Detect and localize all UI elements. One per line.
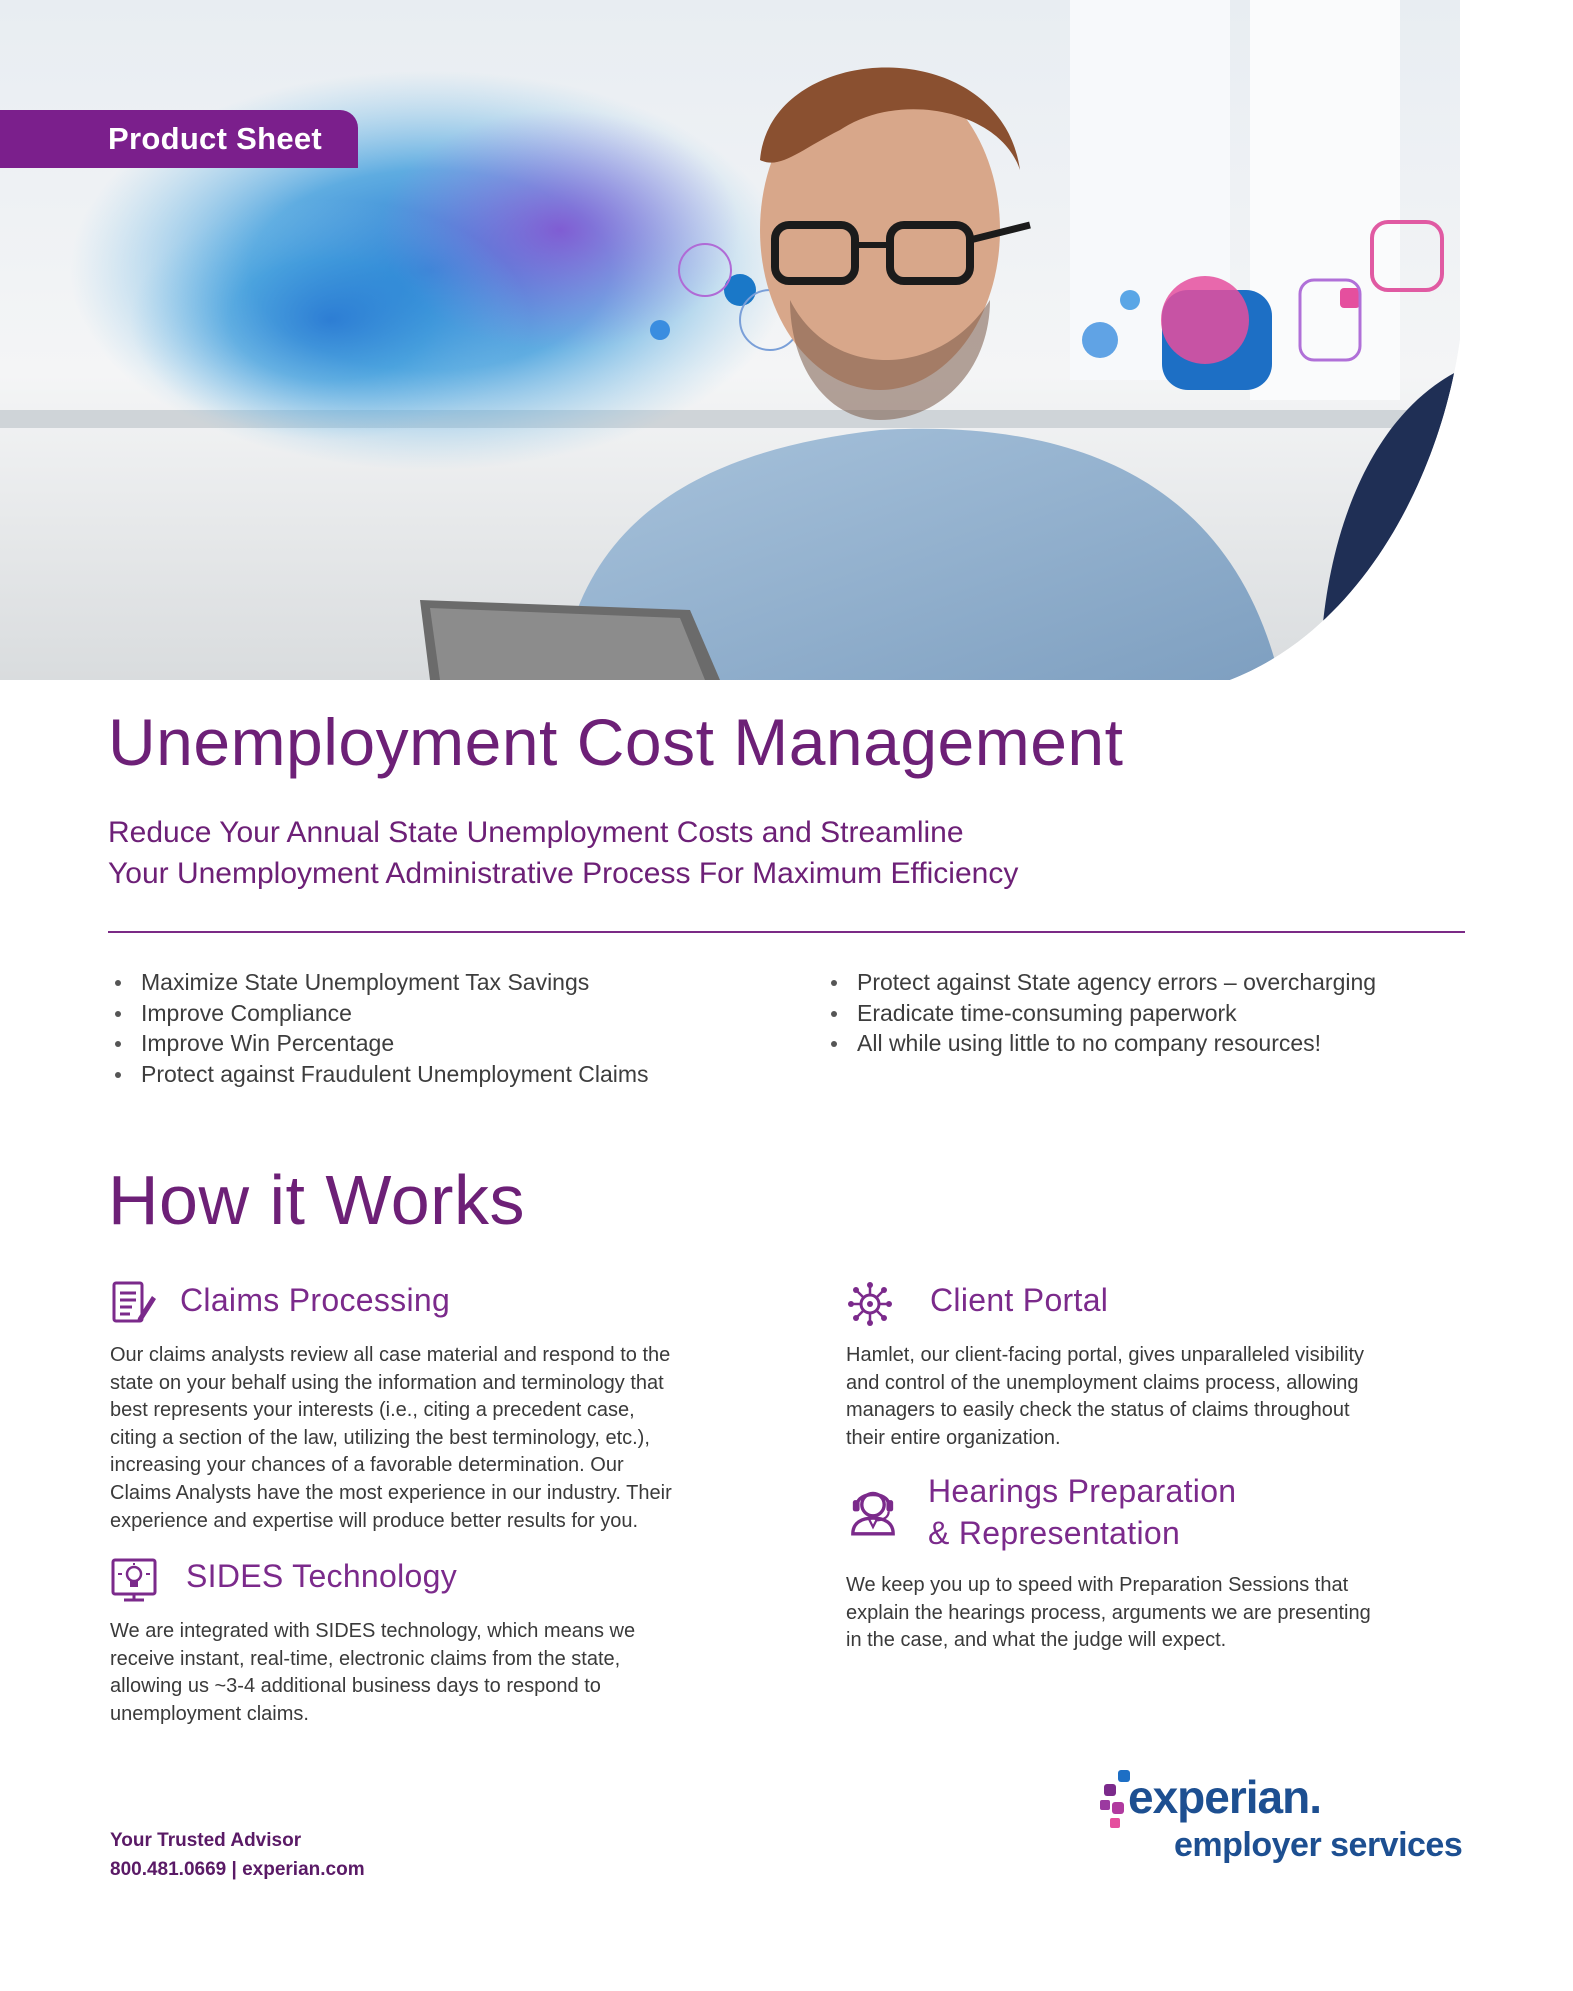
hearings-preparation-title [928, 1470, 1236, 1554]
sides-technology-title: SIDES Technology [186, 1558, 458, 1594]
claims-processing-body: Our claims analysts review all case material and respond to the state on your behalf using the information and terminology that best represents your interests (i.e., citing a precedent case, citing a section of the law, utilizing the best terminology, etc.), increasing your chances of a favorable determination. Our Claims Analysts have the most experience in our industry. Their experience and expertise will produce better results for you. [110, 1344, 672, 1532]
client-portal-section [846, 1280, 1486, 1452]
client-portal-body: Hamlet, our client-facing portal, gives unparalleled visibility and control of the unemployment claims process, allowing managers to easily check the status of claims throughout their entire organization. [846, 1344, 1365, 1449]
divider-rule [108, 931, 1465, 933]
sides-technology-body: We are integrated with SIDES technology, which means we receive instant, real-time, electronic claims from the state, allowing us ~3-4 additional business days to respond to unemployment claims. [110, 1620, 636, 1725]
hearings-title-line-2: & Representation [928, 1515, 1181, 1551]
network-hub-icon [846, 1280, 894, 1328]
list-item: Protect against State agency errors – overcharging [827, 967, 1376, 998]
list-item: Eradicate time-consuming paperwork [827, 998, 1376, 1029]
list-item: Protect against Fraudulent Unemployment Claims [111, 1059, 649, 1090]
benefits-list-right [827, 967, 1376, 1059]
page-subtitle [108, 812, 1428, 894]
client-portal-title: Client Portal [930, 1282, 1109, 1318]
hearings-title-line-1: Hearings Preparation [928, 1473, 1237, 1509]
sides-technology-section [110, 1556, 750, 1728]
experian-logo [1098, 1770, 1468, 1880]
lightbulb-screen-icon [110, 1556, 158, 1604]
subtitle-line-2: Your Unemployment Administrative Process For Maximum Efficiency [108, 857, 1019, 890]
footer-tagline: Your Trusted Advisor [110, 1830, 302, 1851]
claims-processing-section [110, 1280, 750, 1535]
hero-photo [0, 0, 1573, 680]
logo-brand: experian. [1128, 1771, 1321, 1823]
document-edit-icon [110, 1280, 158, 1328]
page-title: Unemployment Cost Management [108, 705, 1124, 779]
list-item: Improve Compliance [111, 998, 649, 1029]
subtitle-line-1: Reduce Your Annual State Unemployment Costs and Streamline [108, 816, 964, 849]
footer-contact [110, 1826, 365, 1884]
hearings-preparation-body: We keep you up to speed with Preparation Sessions that explain the hearings process, arguments we are presenting in the case, and what the judge will expect. [846, 1574, 1371, 1652]
footer-phone-website: 800.481.0669 | experian.com [110, 1859, 365, 1880]
benefits-list-left [111, 967, 649, 1089]
list-item: Improve Win Percentage [111, 1028, 649, 1059]
how-it-works-heading: How it Works [108, 1161, 525, 1239]
hero-image [0, 0, 1573, 680]
product-sheet-badge: Product Sheet [0, 110, 358, 168]
hearings-preparation-section [846, 1470, 1486, 1655]
list-item: Maximize State Unemployment Tax Savings [111, 967, 649, 998]
claims-processing-title: Claims Processing [180, 1282, 451, 1318]
logo-subbrand: employer services [1174, 1826, 1463, 1864]
headset-agent-icon [846, 1480, 900, 1536]
list-item: All while using little to no company resources! [827, 1028, 1376, 1059]
